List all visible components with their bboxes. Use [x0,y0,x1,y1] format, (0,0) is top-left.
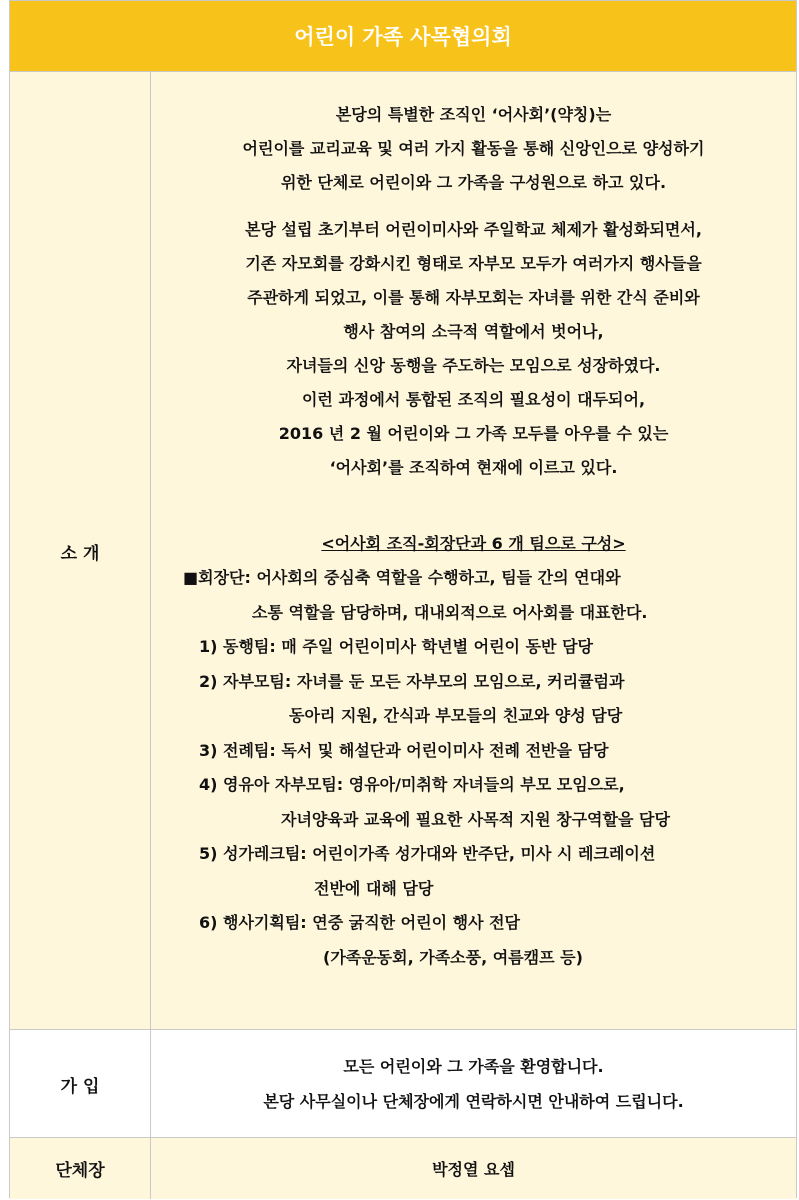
org-heading-text: <어사회 조직-회장단과 6 개 팀으로 구성> [321,534,626,553]
page-title: 어린이 가족 사목협의회 [10,1,796,71]
text-line: 이런 과정에서 통합된 조직의 필요성이 대두되어, [301,390,646,409]
join-line-1: 모든 어린이와 그 가족을 환영합니다. [343,1057,604,1076]
intro-paragraph-1 [151,98,796,200]
president-line-2: 소통 역할을 담당하며, 대내외적으로 어사회를 대표한다. [252,602,648,622]
join-content [151,1030,796,1138]
text-line: 위한 단체로 어린이와 그 가족을 구성원으로 하고 있다. [280,173,667,192]
intro-paragraph-2 [151,213,796,485]
team-5: 5) 성가레크팀: 어린이가족 성가대와 반주단, 미사 시 레크레이션 [199,844,656,863]
join-line-2: 본당 사무실이나 단체장에게 연락하시면 안내하여 드립니다. [263,1092,684,1111]
text-line: 어린이를 교리교육 및 여러 가지 활동을 통해 신앙인으로 양성하기 [242,139,705,158]
text-line: 주관하게 되었고, 이를 통해 자부모회는 자녀를 위한 간식 준비와 [247,288,700,307]
president-line-1: ■회장단: 어사회의 중심축 역할을 수행하고, 팀들 간의 연대와 [183,568,621,587]
team-6: 6) 행사기획팀: 연중 굵직한 어린이 행사 전담 [199,913,521,932]
team-1: 1) 동행팀: 매 주일 어린이미사 학년별 어린이 동반 담당 [199,637,593,656]
leader-name: 박정열 요셉 [432,1160,515,1179]
text-line: 본당 설립 초기부터 어린이미사와 주일학교 체제가 활성화되면서, [245,220,702,239]
team-2: 2) 자부모팀: 자녀를 둔 모든 자부모의 모임으로, 커리큘럼과 [199,671,625,691]
team-3: 3) 전례팀: 독서 및 해설단과 어린이미사 전례 전반을 담당 [199,740,609,760]
leader-label: 단체장 [10,1138,151,1199]
text-line: ‘어사회’를 조직하여 현재에 이르고 있다. [329,458,618,477]
text-line: 2016 년 2 월 어린이와 그 가족 모두를 아우를 수 있는 [278,424,669,443]
team-2-continued: 동아리 지원, 간식과 부모들의 친교와 양성 담당 [289,706,623,725]
team-6-continued: (가족운동회, 가족소풍, 여름캠프 등) [323,947,583,967]
intro-content [151,72,796,1030]
join-label: 가 입 [10,1030,151,1138]
intro-label: 소 개 [10,72,151,1030]
team-5-continued: 전반에 대해 담당 [314,878,434,898]
join-row [10,1029,796,1138]
org-heading [151,527,796,561]
text-line: 자녀들의 신앙 동행을 주도하는 모임으로 성장하였다. [286,356,661,375]
text-line: 행사 참여의 소극적 역할에서 벗어나, [343,322,604,341]
text-line: 본당의 특별한 조직인 ‘어사회’(약칭)는 [335,105,612,124]
leader-row [10,1137,796,1199]
team-4-continued: 자녀양육과 교육에 필요한 사목적 지원 창구역할을 담당 [281,809,670,829]
team-4: 4) 영유아 자부모팀: 영유아/미취학 자녀들의 부모 모임으로, [199,775,625,794]
info-table [9,0,797,1198]
intro-row [10,71,796,1030]
text-line: 기존 자모회를 강화시킨 형태로 자부모 모두가 여러가지 행사들을 [245,254,702,273]
